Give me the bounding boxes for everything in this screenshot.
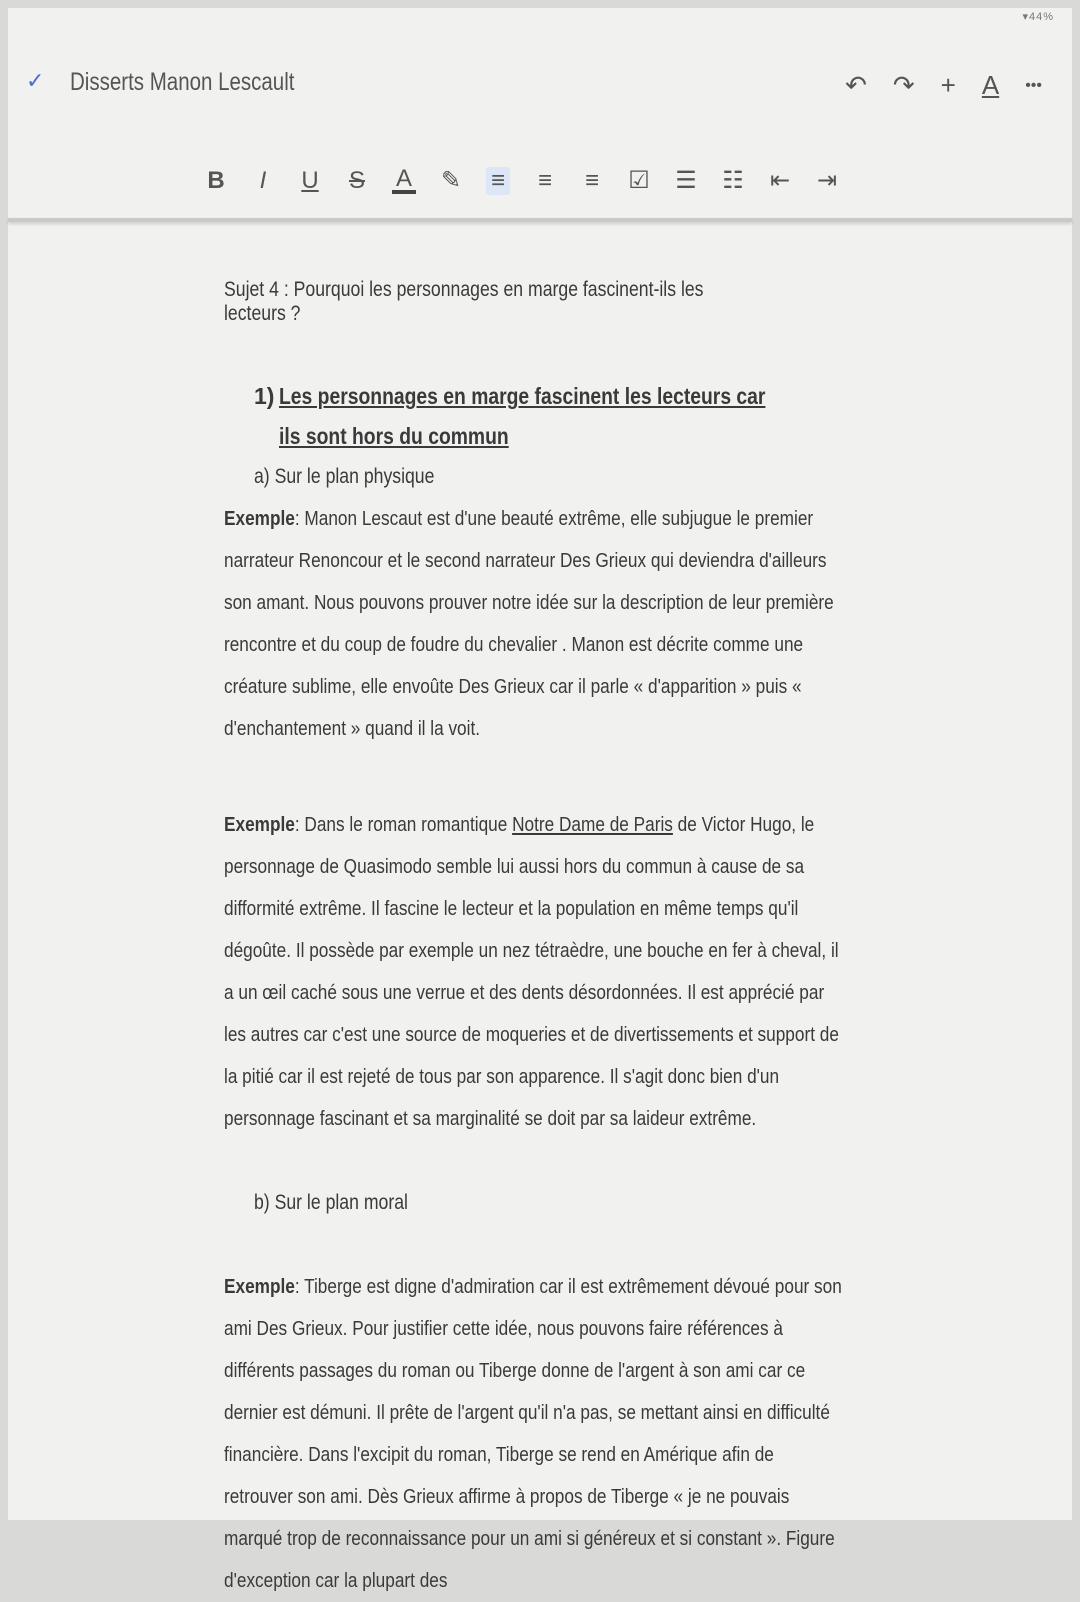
italic-button[interactable]: I: [259, 166, 267, 194]
example-label: Exemple: [224, 1275, 295, 1298]
example-label: Exemple: [224, 813, 295, 836]
document-title[interactable]: Disserts Manon Lescault: [70, 68, 295, 96]
align-center-icon[interactable]: ≡: [537, 166, 552, 194]
subheading-b: b) Sur le plan moral: [254, 1191, 408, 1214]
paragraph-3-text: : Tiberge est digne d'admiration car il est extrêmement dévoué pour son ami Des Grieux. Pour justifier cette idée, nous pouvons faire références à différents passages du roman ou Tiberge donne de l'argent à son ami car ce dernier est démuni. Il prête de l'argent qu'il n'a pas, se mettant ainsi en difficulté financière. Dans l'excipit du roman, Tiberge se rend en Amérique afin de retrouver son ami. Dès Grieux affirme à propos de Tiberge « je ne pouvais marqué trop de reconnaissance pour un ami si généreux et si constant ». Figure d'exception car la plupart des: [224, 1275, 842, 1592]
strikethrough-button[interactable]: S: [348, 166, 365, 194]
subheading-a: a) Sur le plan physique: [254, 465, 435, 488]
paragraph-2-text-b: de Victor Hugo, le personnage de Quasimodo semble lui aussi hors du commun à cause de sa difformité extrême. Il fascine le lecteur et la population en même temps qu'il dégoûte. Il possède par exemple un nez tétraèdre, une bouche en fer à cheval, il a un œil caché sous une verrue et des dents désordonnées. Il est apprécié par les autres car c'est une source de moqueries et de divertissements et support de la pitié car il est rejeté de tous par son apparence. Il s'agit donc bien d'un personnage fascinant et sa marginalité se doit par sa laideur extrême.: [224, 813, 839, 1130]
subject-line: Sujet 4 : Pourquoi les personnages en marge fascinent-ils les lecteurs ?: [224, 278, 704, 325]
format-toolbar: [204, 166, 839, 195]
top-actions: [845, 70, 1042, 101]
outdent-icon[interactable]: ⇤: [769, 167, 791, 194]
document-body[interactable]: [224, 278, 864, 1602]
align-right-icon[interactable]: ≡: [584, 166, 599, 194]
heading-number: 1): [254, 383, 275, 409]
toolbar-divider: [8, 218, 1072, 222]
paragraph-2: [224, 804, 846, 1140]
book-title: Notre Dame de Paris: [512, 813, 673, 836]
redo-icon[interactable]: ↷: [892, 70, 915, 100]
numbered-list-icon[interactable]: ☷: [722, 167, 744, 194]
paragraph-1-text: : Manon Lescaut est d'une beauté extrême, elle subjugue le premier narrateur Renoncour et le second narrateur Des Grieux qui deviendra d'ailleurs son amant. Nous pouvons prouver notre idée sur la description de leur première rencontre et du coup de foudre du chevalier . Manon est décrite comme une créature sublime, elle envoûte Des Grieux car il parle « d'apparition » puis « d'enchantement » quand il la voit.: [224, 507, 834, 740]
align-left-icon[interactable]: ≡: [486, 167, 510, 195]
heading-text: Les personnages en marge fascinent les lecteurs car ils sont hors du commun: [279, 383, 766, 449]
title-bar: [8, 58, 1072, 118]
paragraph-1: [224, 498, 846, 750]
status-bar: ▾44%: [1022, 11, 1054, 23]
add-icon[interactable]: +: [940, 70, 956, 100]
underline-button[interactable]: U: [301, 166, 319, 194]
bold-button[interactable]: B: [207, 166, 225, 194]
undo-icon[interactable]: ↶: [845, 70, 867, 100]
text-color-button[interactable]: A: [392, 168, 416, 194]
example-label: Exemple: [224, 507, 295, 530]
bullet-list-icon[interactable]: ☰: [675, 167, 697, 194]
indent-icon[interactable]: ⇥: [816, 167, 838, 194]
highlight-pen-icon[interactable]: ✎: [440, 167, 462, 194]
text-format-icon[interactable]: A: [981, 70, 1000, 100]
paragraph-3: [224, 1266, 846, 1602]
checklist-icon[interactable]: ☑: [628, 167, 650, 194]
heading-1: [254, 376, 864, 456]
app-screen: [8, 8, 1072, 1592]
paragraph-2-text-a: : Dans le roman romantique: [294, 813, 513, 836]
more-icon[interactable]: •••: [1025, 76, 1042, 94]
done-check-icon[interactable]: ✓: [26, 68, 45, 93]
